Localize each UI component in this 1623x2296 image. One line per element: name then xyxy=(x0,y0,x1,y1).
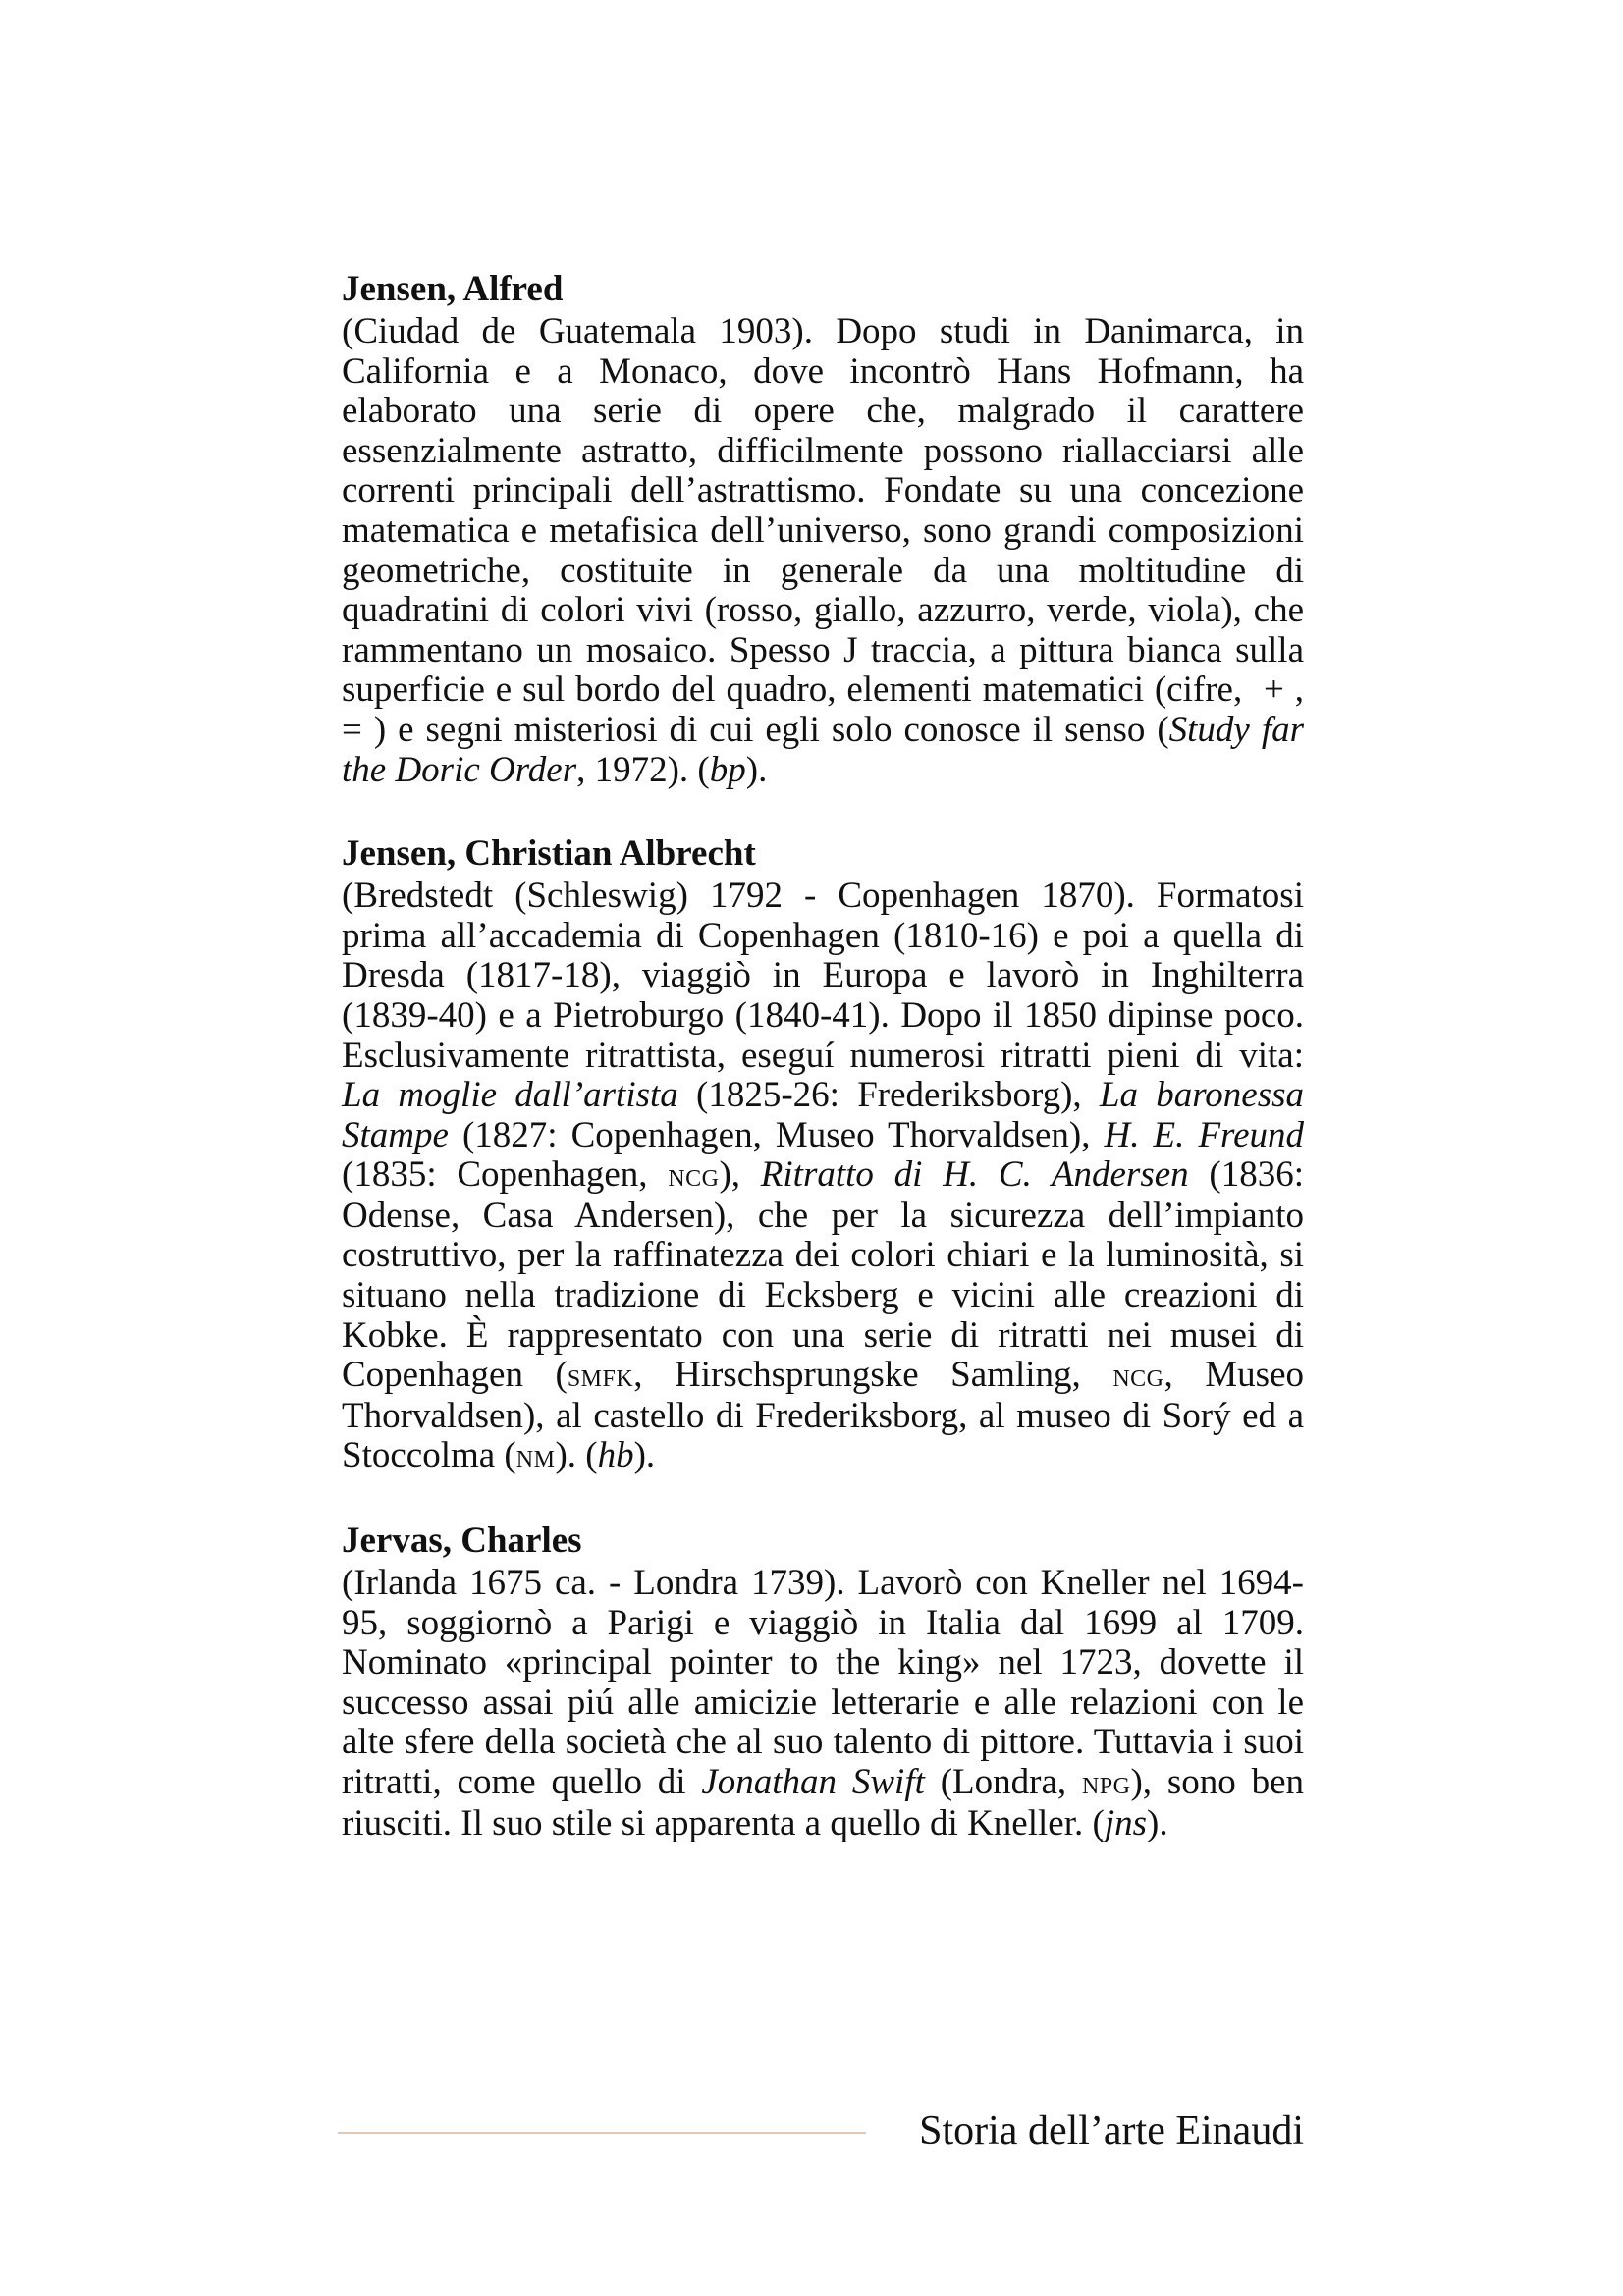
text-run: ), sono ben riusciti. Il suo stile si apparenta a quello di Kneller. ( xyxy=(342,1762,1304,1843)
italic-run: Ritratto di H. C. Andersen xyxy=(760,1154,1189,1196)
text-run: (1825-26: Frederiksborg), xyxy=(677,1075,1100,1116)
entry-jensen-alfred xyxy=(342,267,1304,790)
entry-jervas-charles xyxy=(342,1519,1304,1843)
entry-body xyxy=(342,877,1304,1477)
text-run: (1836: Odense, Casa Andersen), che per la sicurezza dell’impianto costruttivo, per la raffinatezza dei colori chiari e la luminosità, si situano nella tradizione di Ecksberg e vicini alle creazioni di Kobke. È rappresentato con una serie di ritratti nei musei di Copenhagen ( xyxy=(342,1154,1305,1396)
text-run: ), xyxy=(719,1154,761,1196)
text-run: , 1972). ( xyxy=(576,749,710,790)
abbreviation: smfk xyxy=(567,1358,634,1395)
italic-run: La moglie dall’artista xyxy=(342,1075,678,1116)
footer-rule xyxy=(338,2132,866,2134)
text-run: (Irlanda 1675 ca. - Londra 1739). Lavorò con Kneller nel 1694-95, soggiornò a Parigi e viaggiò in Italia dal 1699 al 1709. Nominato «principal pointer to the king» nel 1723, dovette il successo assai piú alle amicizie letterarie e alle relazioni con le alte sfere della società che al suo talento di pittore. Tuttavia i suoi ritratti, come quello di xyxy=(342,1563,1304,1802)
entry-title: Jensen, Christian Albrecht xyxy=(342,833,756,875)
abbreviation: nm xyxy=(515,1438,556,1475)
abbreviation: ncg xyxy=(1112,1358,1164,1395)
abbreviation: ncg xyxy=(668,1157,720,1195)
text-run: ). xyxy=(745,749,768,790)
text-run: (Londra, xyxy=(924,1762,1082,1802)
text-run: ). ( xyxy=(555,1435,598,1476)
text-run: (Bredstedt (Schleswig) 1792 - Copenhagen 1870). Formatosi prima all’accademia di Copenhagen (1810-16) e poi a quella di Dresda (1817-18), viaggiò in Europa e lavorò in Inghilterra (1839-40) e a Pietroburgo (1840-41). Dopo il 1850 dipinse poco. Esclusivamente ritrattista, eseguí numerosi ritratti pieni di vita: xyxy=(342,876,1304,1076)
article-column xyxy=(342,267,1304,1885)
italic-run: Jonathan Swift xyxy=(701,1762,925,1802)
text-run: , Hirschsprungske Samling, xyxy=(633,1355,1113,1396)
italic-run: hb xyxy=(597,1435,634,1476)
italic-run: bp xyxy=(709,749,746,790)
text-run: (1827: Copenhagen, Museo Thorvaldsen), xyxy=(448,1114,1105,1155)
italic-run: H. E. Freund xyxy=(1104,1114,1304,1155)
text-run: (Ciudad de Guatemala 1903). Dopo studi in Danimarca, in California e a Monaco, dove incontrò Hans Hofmann, ha elaborato una serie di opere che, malgrado il carattere essenzialmente astratto, difficilmente possono riallacciarsi alle correnti principali dell’astrattismo. Fondate su una concezione matematica e metafisica dell’universo, sono grandi composizioni geometriche, costituite in generale da una moltitudine di quadratini di colori vivi (rosso, giallo, azzurro, verde, viola), che rammentano un mosaico. Spesso J traccia, a pittura bianca sulla superficie e sul bordo del quadro, elementi matematici (cifre, + , = ) e segni misteriosi di cui egli solo conosce il senso ( xyxy=(342,311,1304,750)
text-run: ). xyxy=(1147,1802,1168,1843)
entry-body xyxy=(342,312,1304,790)
text-run: , Museo Thorvaldsen), al castello di Frederiksborg, al museo di Sorý ed a Stoccolma ( xyxy=(342,1355,1304,1476)
footer-title: Storia dell’arte Einaudi xyxy=(919,2109,1304,2154)
entry-title: Jensen, Alfred xyxy=(342,269,564,309)
entry-title: Jervas, Charles xyxy=(342,1521,582,1562)
entry-jensen-christian-albrecht xyxy=(342,831,1304,1477)
italic-run: Study far the Doric Order xyxy=(342,709,1305,790)
italic-run: La baronessa Stampe xyxy=(342,1075,1304,1155)
italic-run: jns xyxy=(1104,1802,1147,1843)
page-footer xyxy=(338,2104,1304,2163)
text-run: (1835: Copenhagen, xyxy=(342,1154,669,1196)
abbreviation: npg xyxy=(1081,1765,1131,1801)
text-run: ). xyxy=(633,1435,656,1476)
entry-body xyxy=(342,1564,1304,1843)
